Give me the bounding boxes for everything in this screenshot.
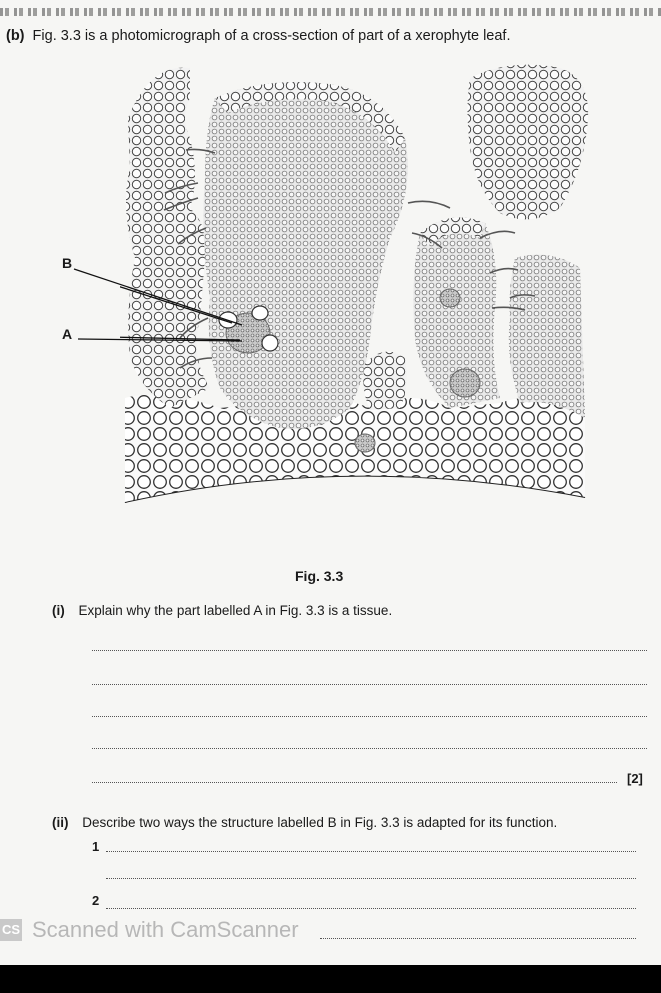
answer-line[interactable] — [106, 908, 636, 909]
answer-line[interactable] — [92, 782, 617, 783]
sub-question-ii-number: (ii) — [52, 815, 69, 830]
answer-line[interactable] — [92, 716, 647, 717]
answer-number-1: 1 — [92, 839, 100, 854]
question-header — [6, 28, 511, 44]
answer-line[interactable] — [92, 748, 647, 749]
answer-line[interactable] — [106, 851, 636, 852]
page-top-strip — [0, 8, 661, 16]
answer-line[interactable] — [92, 650, 647, 651]
label-a: A — [62, 326, 73, 342]
sub-question-i-text: Explain why the part labelled A in Fig. 3.3 is a tissue. — [78, 603, 393, 618]
question-intro: Fig. 3.3 is a photomicrograph of a cross-section of part of a xerophyte leaf. — [32, 28, 511, 44]
bottom-black-bar — [0, 965, 661, 993]
question-part: (b) — [6, 28, 25, 44]
figure-caption: Fig. 3.3 — [295, 568, 344, 584]
label-b: B — [62, 255, 73, 271]
answer-number-2: 2 — [92, 893, 100, 908]
camscanner-watermark — [0, 917, 299, 943]
sub-question-ii-text: Describe two ways the structure labelled B in Fig. 3.3 is adapted for its function. — [82, 815, 558, 830]
camscanner-logo: CS — [0, 919, 22, 941]
answer-line[interactable] — [106, 878, 636, 879]
watermark-text: Scanned with CamScanner — [32, 917, 299, 942]
answer-line[interactable] — [320, 938, 636, 939]
label-lines-overlay — [70, 265, 250, 345]
sub-question-ii — [52, 815, 557, 830]
sub-question-i-number: (i) — [52, 603, 65, 618]
marks-allocation: [2] — [627, 771, 643, 786]
sub-question-i — [52, 603, 392, 618]
answer-line[interactable] — [92, 684, 647, 685]
